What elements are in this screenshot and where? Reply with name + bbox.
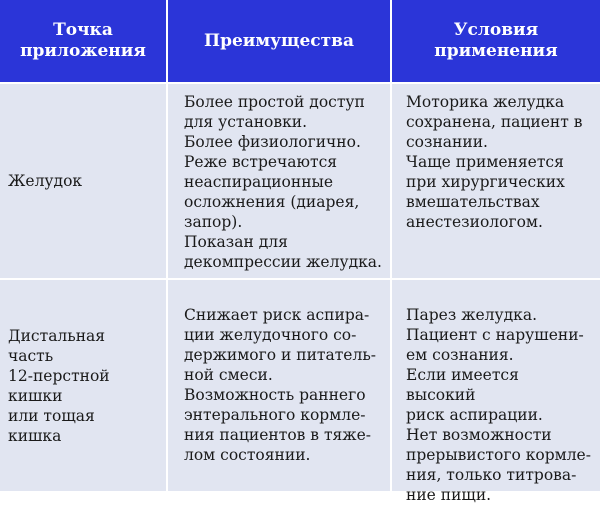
condition-item: Если имеется высокий риск аспирации. <box>406 366 543 424</box>
row-divider <box>0 278 600 280</box>
header-location-label: Точка приложения <box>20 20 146 61</box>
condition-item: Чаще применяется при хирургических вмешательствах анестезиологом. <box>406 153 565 231</box>
advantage-item: Реже встречаются неаспирационные осложнения (диарея, запор). <box>184 153 360 231</box>
condition-item: Пациент с нарушени- ем сознания. <box>406 326 584 364</box>
header-location <box>0 0 166 82</box>
location-cell <box>0 84 166 278</box>
condition-item: Моторика желудка сохранена, пациент в сознании. <box>406 93 583 151</box>
condition-item: Парез желудка. <box>406 306 538 324</box>
header-conditions <box>392 0 600 82</box>
advantages-cell <box>168 84 390 278</box>
table-header <box>0 0 600 82</box>
location-cell <box>0 280 166 491</box>
advantages-cell <box>168 280 390 491</box>
location-text: Желудок <box>8 172 83 190</box>
advantage-item: Возможность раннего энтерального кормле- ния пациентов в тяже- лом состоянии. <box>184 386 371 464</box>
condition-item: Нет возможности прерывистого кормле- ния, только титрова- ние пищи. <box>406 426 591 504</box>
table-row <box>0 280 600 504</box>
header-conditions-label: Условия применения <box>434 20 558 61</box>
advantage-item: Показан для декомпрессии желудка. <box>184 233 382 271</box>
row-divider <box>0 82 600 84</box>
column-divider <box>390 0 392 491</box>
header-advantages-label: Преимущества <box>204 30 354 51</box>
advantage-item: Снижает риск аспира- ции желудочного со- держимого и питатель- ной смеси. <box>184 306 377 384</box>
conditions-cell <box>392 280 600 504</box>
advantage-item: Более простой доступ для установки. <box>184 93 365 131</box>
column-divider <box>166 0 168 491</box>
advantage-item: Более физиологично. <box>184 133 361 151</box>
location-text: Дистальная часть 12-перстной кишки или тощая кишка <box>8 326 110 445</box>
conditions-cell <box>392 84 600 278</box>
header-advantages <box>168 0 390 82</box>
table-row <box>0 84 600 278</box>
